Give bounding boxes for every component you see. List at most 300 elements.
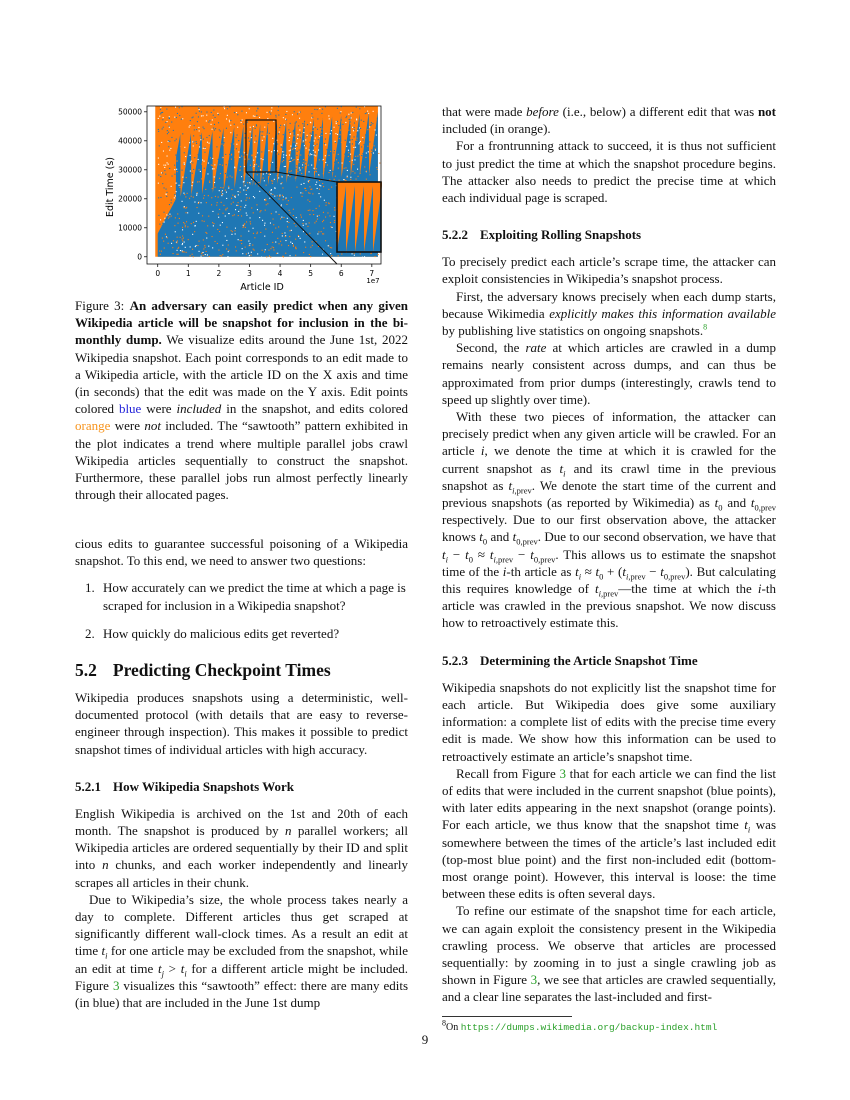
data-point bbox=[319, 206, 320, 207]
data-point bbox=[296, 165, 297, 166]
data-point bbox=[190, 120, 191, 121]
data-point bbox=[177, 113, 178, 114]
data-point bbox=[242, 248, 243, 249]
data-point bbox=[212, 129, 213, 130]
data-point bbox=[300, 155, 301, 156]
data-point bbox=[330, 222, 331, 223]
data-point bbox=[175, 155, 176, 156]
data-point bbox=[222, 254, 223, 255]
data-point bbox=[318, 150, 319, 151]
data-point bbox=[173, 240, 174, 241]
data-point bbox=[287, 218, 288, 219]
data-point bbox=[207, 254, 208, 255]
data-point bbox=[200, 139, 201, 140]
data-point bbox=[300, 170, 301, 171]
data-point bbox=[223, 145, 224, 146]
data-point bbox=[379, 121, 380, 122]
data-point bbox=[283, 134, 284, 135]
data-point bbox=[323, 212, 324, 213]
data-point bbox=[158, 131, 159, 132]
data-point bbox=[245, 205, 246, 206]
data-point bbox=[281, 146, 282, 147]
data-point bbox=[185, 225, 186, 226]
data-point bbox=[177, 213, 178, 214]
data-point bbox=[246, 221, 247, 222]
data-point bbox=[289, 140, 290, 141]
data-point bbox=[250, 183, 251, 184]
data-point bbox=[249, 255, 250, 256]
data-point bbox=[243, 226, 244, 227]
data-point bbox=[164, 222, 165, 223]
data-point bbox=[331, 187, 332, 188]
data-point bbox=[288, 129, 289, 130]
data-point bbox=[297, 159, 298, 160]
data-point bbox=[235, 233, 236, 234]
data-point bbox=[187, 226, 188, 227]
data-point bbox=[231, 155, 232, 156]
data-point bbox=[171, 137, 172, 138]
data-point bbox=[340, 112, 341, 113]
data-point bbox=[227, 208, 228, 209]
data-point bbox=[168, 132, 169, 133]
data-point bbox=[321, 135, 322, 136]
data-point bbox=[311, 117, 312, 118]
data-point bbox=[319, 108, 320, 109]
data-point bbox=[356, 140, 357, 141]
data-point bbox=[225, 236, 226, 237]
data-point bbox=[160, 109, 161, 110]
data-point bbox=[251, 179, 252, 180]
data-point bbox=[202, 160, 203, 161]
data-point bbox=[348, 150, 349, 151]
data-point bbox=[179, 218, 180, 219]
data-point bbox=[304, 188, 305, 189]
data-point bbox=[198, 154, 199, 155]
data-point bbox=[165, 165, 166, 166]
data-point bbox=[232, 215, 233, 216]
data-point bbox=[251, 207, 252, 208]
data-point bbox=[197, 192, 198, 193]
data-point bbox=[314, 109, 315, 110]
data-point bbox=[243, 190, 244, 191]
data-point bbox=[288, 222, 289, 223]
data-point bbox=[283, 160, 284, 161]
data-point bbox=[322, 109, 323, 110]
data-point bbox=[243, 227, 244, 228]
data-point bbox=[165, 234, 166, 235]
data-point bbox=[254, 197, 255, 198]
data-point bbox=[194, 202, 195, 203]
data-point bbox=[246, 254, 247, 255]
data-point bbox=[255, 183, 256, 184]
data-point bbox=[241, 176, 242, 177]
data-point bbox=[257, 174, 258, 175]
data-point bbox=[224, 107, 225, 108]
figure-ref-link[interactable]: 3 bbox=[112, 977, 120, 993]
paragraph: Recall from Figure 3 that for each article we can find the list of edits that were included in the current snapshot (blue points), with later edits appearing in the next snapshot (orange points). For each article, we thus know that the snapshot time $t_i$ was somewhere between the times of the article’s last included edit (top-most blue point) and the first non-included edit (bottom-most orange point). However, this interval is loose: the time between these edits is often several days. bbox=[442, 765, 777, 902]
data-point bbox=[182, 236, 183, 237]
data-point bbox=[249, 182, 250, 183]
data-point bbox=[282, 151, 283, 152]
data-point bbox=[308, 181, 309, 182]
data-point bbox=[218, 114, 219, 115]
data-point bbox=[192, 117, 193, 118]
data-point bbox=[231, 159, 232, 160]
data-point bbox=[309, 180, 310, 181]
data-point bbox=[304, 145, 305, 146]
data-point bbox=[354, 129, 355, 130]
data-point bbox=[241, 111, 242, 112]
data-point bbox=[319, 215, 320, 216]
data-point bbox=[335, 133, 336, 134]
data-point bbox=[236, 250, 237, 251]
data-point bbox=[296, 143, 297, 144]
data-point bbox=[267, 134, 268, 135]
data-point bbox=[317, 144, 318, 145]
data-point bbox=[196, 245, 197, 246]
data-point bbox=[197, 207, 198, 208]
data-point bbox=[366, 153, 367, 154]
data-point bbox=[308, 192, 309, 193]
data-point bbox=[285, 166, 286, 167]
data-point bbox=[193, 222, 194, 223]
data-point bbox=[211, 197, 212, 198]
data-point bbox=[168, 243, 169, 244]
data-point bbox=[182, 227, 183, 228]
data-point bbox=[184, 164, 185, 165]
data-point bbox=[158, 197, 159, 198]
data-point bbox=[280, 218, 281, 219]
data-point bbox=[192, 162, 193, 163]
data-point bbox=[309, 233, 310, 234]
data-point bbox=[331, 226, 332, 227]
data-point bbox=[323, 173, 324, 174]
data-point bbox=[313, 150, 314, 151]
data-point bbox=[309, 142, 310, 143]
data-point bbox=[277, 253, 278, 254]
data-point bbox=[248, 241, 249, 242]
data-point bbox=[166, 189, 167, 190]
data-point bbox=[303, 132, 304, 133]
data-point bbox=[171, 200, 172, 201]
data-point bbox=[294, 223, 295, 224]
figure-ref-link[interactable]: 3 bbox=[530, 972, 538, 988]
data-point bbox=[189, 198, 190, 199]
data-point bbox=[235, 209, 236, 210]
subsection-heading bbox=[442, 652, 776, 670]
data-point bbox=[229, 106, 230, 107]
data-point bbox=[189, 127, 190, 128]
data-point bbox=[278, 110, 279, 111]
data-point bbox=[352, 143, 353, 144]
data-point bbox=[206, 112, 207, 113]
data-point bbox=[168, 146, 169, 147]
data-point bbox=[316, 171, 317, 172]
data-point bbox=[325, 155, 326, 156]
data-point bbox=[264, 199, 265, 200]
data-point bbox=[299, 167, 300, 168]
data-point bbox=[291, 170, 292, 171]
data-point bbox=[278, 115, 279, 116]
data-point bbox=[254, 237, 255, 238]
data-point bbox=[361, 146, 362, 147]
footnote-link[interactable]: https://dumps.wikimedia.org/backup-index.html bbox=[460, 1022, 718, 1033]
data-point bbox=[326, 202, 327, 203]
data-point bbox=[258, 166, 259, 167]
data-point bbox=[277, 195, 278, 196]
data-point bbox=[215, 117, 216, 118]
section-title: Predicting Checkpoint Times bbox=[112, 660, 331, 681]
data-point bbox=[279, 195, 280, 196]
data-point bbox=[318, 139, 319, 140]
data-point bbox=[369, 141, 370, 142]
data-point bbox=[212, 211, 213, 212]
data-point bbox=[302, 164, 303, 165]
data-point bbox=[280, 125, 281, 126]
data-point bbox=[315, 145, 316, 146]
data-point bbox=[212, 236, 213, 237]
data-point bbox=[361, 120, 362, 121]
data-point bbox=[334, 207, 335, 208]
data-point bbox=[169, 216, 170, 217]
data-point bbox=[186, 252, 187, 253]
footnote-text: On bbox=[446, 1022, 459, 1033]
data-point bbox=[229, 120, 230, 121]
subsection-number: 5.2.1 bbox=[75, 778, 101, 794]
data-point bbox=[199, 130, 200, 131]
data-point bbox=[334, 222, 335, 223]
data-point bbox=[331, 255, 332, 256]
data-point bbox=[257, 209, 258, 210]
data-point bbox=[263, 174, 264, 175]
list-number: 1. bbox=[85, 580, 95, 596]
data-point bbox=[219, 178, 220, 179]
data-point bbox=[327, 212, 328, 213]
data-point bbox=[260, 210, 261, 211]
data-point bbox=[339, 180, 340, 181]
data-point bbox=[166, 194, 167, 195]
data-point bbox=[158, 164, 159, 165]
data-point bbox=[302, 223, 303, 224]
data-point bbox=[325, 217, 326, 218]
data-point bbox=[216, 205, 217, 206]
data-point bbox=[356, 138, 357, 139]
data-point bbox=[324, 168, 325, 169]
data-point bbox=[358, 143, 359, 144]
data-point bbox=[207, 173, 208, 174]
data-point bbox=[162, 119, 163, 120]
data-point bbox=[262, 135, 263, 136]
data-point bbox=[161, 112, 162, 113]
data-point bbox=[177, 250, 178, 251]
data-point bbox=[303, 140, 304, 141]
data-point bbox=[232, 231, 233, 232]
data-point bbox=[174, 225, 175, 226]
data-point bbox=[201, 111, 202, 112]
data-point bbox=[362, 257, 363, 258]
data-point bbox=[339, 138, 340, 139]
data-point bbox=[305, 139, 306, 140]
data-point bbox=[167, 130, 168, 131]
data-point bbox=[192, 249, 193, 250]
data-point bbox=[182, 170, 183, 171]
data-point bbox=[209, 182, 210, 183]
data-point bbox=[303, 225, 304, 226]
data-point bbox=[371, 150, 372, 151]
data-point bbox=[246, 194, 247, 195]
data-point bbox=[182, 243, 183, 244]
data-point bbox=[236, 112, 237, 113]
data-point bbox=[290, 146, 291, 147]
x-tick-label: 1 bbox=[185, 269, 191, 278]
data-point bbox=[359, 154, 360, 155]
data-point bbox=[350, 179, 351, 180]
subsection-heading bbox=[75, 778, 408, 796]
data-point bbox=[160, 176, 161, 177]
data-point bbox=[184, 162, 185, 163]
data-point bbox=[345, 140, 346, 141]
data-point bbox=[281, 217, 282, 218]
data-point bbox=[307, 135, 308, 136]
data-point bbox=[284, 232, 285, 233]
data-point bbox=[164, 218, 165, 219]
data-point bbox=[182, 229, 183, 230]
data-point bbox=[282, 161, 283, 162]
data-point bbox=[309, 193, 310, 194]
data-point bbox=[179, 185, 180, 186]
data-point bbox=[229, 154, 230, 155]
data-point bbox=[181, 148, 182, 149]
footnote-marker[interactable]: 8 bbox=[703, 322, 708, 332]
data-point bbox=[291, 197, 292, 198]
data-point bbox=[176, 254, 177, 255]
data-point bbox=[256, 110, 257, 111]
data-point bbox=[176, 242, 177, 243]
zoom-inset bbox=[337, 182, 382, 252]
data-point bbox=[302, 193, 303, 194]
data-point bbox=[300, 192, 301, 193]
data-point bbox=[240, 166, 241, 167]
data-point bbox=[286, 111, 287, 112]
data-point bbox=[377, 169, 378, 170]
data-point bbox=[296, 146, 297, 147]
data-point bbox=[334, 179, 335, 180]
data-point bbox=[283, 117, 284, 118]
data-point bbox=[329, 172, 330, 173]
data-point bbox=[282, 256, 283, 257]
data-point bbox=[345, 167, 346, 168]
data-point bbox=[210, 157, 211, 158]
data-point bbox=[189, 142, 190, 143]
data-point bbox=[296, 121, 297, 122]
data-point bbox=[272, 138, 273, 139]
data-point bbox=[230, 176, 231, 177]
data-point bbox=[194, 157, 195, 158]
data-point bbox=[295, 148, 296, 149]
data-point bbox=[319, 175, 320, 176]
data-point bbox=[220, 255, 221, 256]
data-point bbox=[281, 204, 282, 205]
data-point bbox=[325, 139, 326, 140]
data-point bbox=[315, 138, 316, 139]
data-point bbox=[171, 122, 172, 123]
data-point bbox=[282, 235, 283, 236]
data-point bbox=[273, 121, 274, 122]
paragraph: To refine our estimate of the snapshot time for each article, we can again exploit the consistency present in the Wikipedia crawling process. We observe that articles are processed sequentially: by zooming in to just a single crawling job as shown in Figure 3, we see that articles are crawled sequentially, and a clear line separates the last-included and first- bbox=[442, 903, 777, 1005]
data-point bbox=[335, 176, 336, 177]
data-point bbox=[289, 155, 290, 156]
data-point bbox=[217, 113, 218, 114]
data-point bbox=[353, 147, 354, 148]
data-point bbox=[367, 111, 368, 112]
data-point bbox=[166, 196, 167, 197]
data-point bbox=[231, 189, 232, 190]
data-point bbox=[161, 172, 162, 173]
caption-emphasis: included bbox=[176, 401, 222, 417]
page-number: 9 bbox=[421, 1032, 429, 1047]
data-point bbox=[251, 255, 252, 256]
data-point bbox=[176, 183, 177, 184]
data-point bbox=[215, 241, 216, 242]
data-point bbox=[203, 127, 204, 128]
data-point bbox=[226, 227, 227, 228]
list-item bbox=[75, 579, 408, 613]
data-point bbox=[270, 248, 271, 249]
data-point bbox=[234, 124, 235, 125]
data-point bbox=[185, 196, 186, 197]
data-point bbox=[336, 123, 337, 124]
data-point bbox=[196, 221, 197, 222]
data-point bbox=[300, 132, 301, 133]
data-point bbox=[176, 139, 177, 140]
data-point bbox=[215, 196, 216, 197]
data-point bbox=[274, 179, 275, 180]
data-point bbox=[272, 242, 273, 243]
figure-ref-link[interactable]: 3 bbox=[559, 765, 566, 781]
data-point bbox=[180, 146, 181, 147]
data-point bbox=[193, 141, 194, 142]
data-point bbox=[273, 224, 274, 225]
data-point bbox=[169, 127, 170, 128]
data-point bbox=[278, 226, 279, 227]
data-point bbox=[214, 130, 215, 131]
data-point bbox=[212, 222, 213, 223]
data-point bbox=[238, 202, 239, 203]
data-point bbox=[262, 220, 263, 221]
data-point bbox=[175, 231, 176, 232]
data-point bbox=[257, 253, 258, 254]
data-point bbox=[322, 221, 323, 222]
data-point bbox=[323, 228, 324, 229]
data-point bbox=[262, 140, 263, 141]
data-point bbox=[353, 130, 354, 131]
data-point bbox=[200, 171, 201, 172]
data-point bbox=[312, 130, 313, 131]
data-point bbox=[185, 208, 186, 209]
data-point bbox=[289, 132, 290, 133]
data-point bbox=[168, 140, 169, 141]
data-point bbox=[292, 160, 293, 161]
data-point bbox=[341, 142, 342, 143]
data-point bbox=[205, 254, 206, 255]
data-point bbox=[222, 222, 223, 223]
data-point bbox=[243, 124, 244, 125]
data-point bbox=[315, 184, 316, 185]
data-point bbox=[292, 149, 293, 150]
data-point bbox=[238, 151, 239, 152]
data-point bbox=[329, 215, 330, 216]
data-point bbox=[335, 142, 336, 143]
